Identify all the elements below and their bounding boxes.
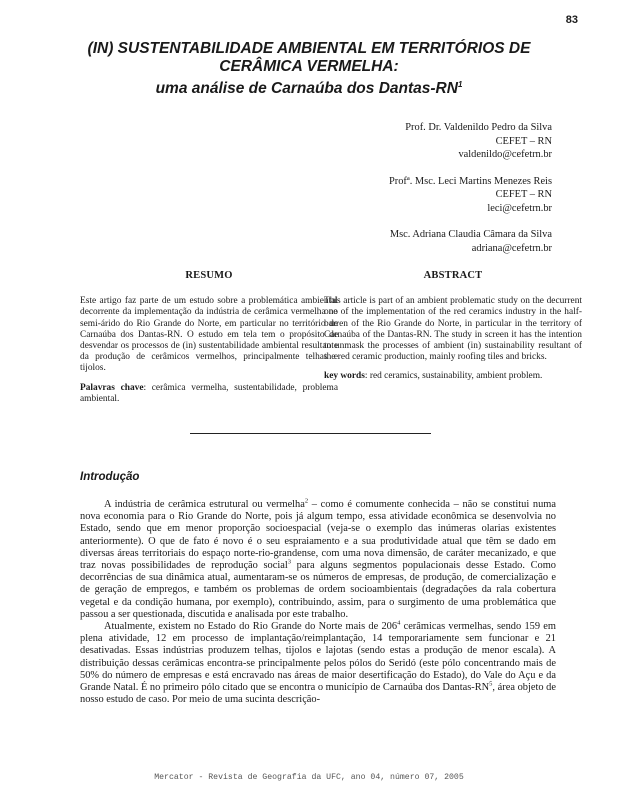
author-name: Profª. Msc. Leci Martins Menezes Reis (388, 175, 552, 187)
author-2 (389, 175, 552, 216)
abstract-column (324, 270, 582, 391)
text-run: , área objeto de nosso estudo de caso. Por meio de uma sucinta descrição- (80, 682, 556, 706)
abstract-keywords (324, 371, 582, 382)
title-footnote-mark: 1 (457, 80, 463, 89)
intro-heading: Introdução (80, 471, 140, 483)
resumo-text: Este artigo faz parte de um estudo sobre a problemática ambiental decorrente da implementação da indústria de cerâmica vermelha no semi-árido do Rio Grande do Norte, em particular no território de Carnaúba dos Dantas-RN. O estudo em tela tem o propósito de desvendar os processos de (in) sustentabilidade ambiental resultante da produção de cerâmicos vermelhos, principalmente telhas e tijolos. (80, 296, 338, 374)
abstract-keywords-label: key words (324, 371, 365, 382)
text-run: A indústria de cerâmica estrutural ou vermelha (104, 499, 305, 510)
page-number: 83 (565, 14, 578, 26)
author-email: valdenildo@cefetrn.br (458, 149, 552, 160)
intro-paragraph-2 (80, 621, 556, 706)
journal-footer: Mercator - Revista de Geografia da UFC, ano 04, número 07, 2005 (154, 773, 464, 782)
abstract-keywords-list: : red ceramics, sustainability, ambient problem. (364, 371, 543, 382)
resumo-keywords-list: : cerâmica vermelha, sustentabilidade, problema ambiental. (80, 382, 338, 404)
author-1 (389, 121, 552, 162)
footnote-ref: 3 (287, 558, 292, 566)
author-affiliation: CEFET – RN (495, 135, 552, 147)
title-line-1: (IN) SUSTENTABILIDADE AMBIENTAL EM TERRITÓRIOS DE (87, 40, 531, 57)
author-block (389, 121, 552, 268)
title-line-3: uma análise de Carnaúba dos Dantas-RN (155, 80, 458, 98)
abstract-heading: ABSTRACT (423, 270, 483, 281)
text-run: para alguns segmentos populacionais desse Estado. Como decorrências de sua dinâmica atual, aumentaram-se os números de empresas, de produção, de comercialização e de geração de empregos, e também os problemas de ordem socioambientais (degradações da rala cobertura vegetal e da condição humana, por exemplo), contribuindo, assim, para o surgimento de uma problemática que passou a ser questionada, discutida e analisada por este trabalho. (80, 560, 556, 620)
text-run: cerâmicas vermelhas, sendo 159 em plena atividade, 12 em processo de implantação/reimplantação, 14 temporariamente sem funcionar e 21 desativadas. Essas indústrias produzem telhas, tijolos e lajotas (sendo estas a produção de menor escala). A distribuição dessas cerâmicas encontra-se principalmente pelos pólos do Seridó (este pólo concentrando mais de 50% do número de empresas e está encravado nas áreas de maior desertificação do Estado), do Vale do Açu e da Grande Natal. É no primeiro pólo citado que se encontra o município de Carnaúba dos Dantas-RN (80, 621, 557, 694)
intro-body (80, 499, 556, 706)
resumo-column (80, 270, 338, 413)
footnote-ref: 5 (489, 680, 493, 688)
title-line-2: CERÂMICA VERMELHA: (219, 58, 399, 75)
resumo-heading: RESUMO (185, 270, 233, 281)
text-run: – como é comumente conhecida – não se constitui numa nova economia para o Rio Grande do Norte, pois já algum tempo, essa atividade econômica se desenvolvia no Estado, sendo que em menor proporção socioespacial (veja-se o exemplo das inúmeras olarias existentes anteriormente). O que de fato é novo é o seu espraiamento e a sua produtividade atual que têm se dado em diversas áreas territoriais do espaço norte-rio-grandense, com uma nova dimensão, de caráter mecanizado, e que traz novas possibilidades de reprodução social (80, 499, 556, 572)
resumo-keywords (80, 383, 338, 405)
author-3 (389, 228, 552, 255)
article-title (0, 40, 618, 98)
author-email: adriana@cefetrn.br (471, 242, 552, 254)
footnote-ref: 4 (397, 619, 401, 627)
author-name: Msc. Adriana Claudia Câmara da Silva (389, 229, 552, 240)
resumo-keywords-label: Palavras chave (80, 382, 144, 393)
abstract-text: This article is part of an ambient problematic study on the decurrent one of the implementation of the red ceramics industry in the half-barren of the Rio Grande do Norte, in particular in the territory of Carnaúba of the Dantas-RN. The study in screen it has the intention to unmask the processes of ambient (in) sustainability resultant of the red ceramic production, mainly roofing tiles and bricks. (324, 296, 582, 363)
text-run: Atualmente, existem no Estado do Rio Grande do Norte mais de 206 (104, 621, 398, 633)
footnote-ref: 2 (304, 497, 309, 505)
author-email: leci@cefetrn.br (487, 202, 552, 214)
section-divider (190, 433, 431, 434)
intro-paragraph-1 (80, 499, 556, 621)
author-name: Prof. Dr. Valdenildo Pedro da Silva (405, 122, 552, 133)
author-affiliation: CEFET – RN (495, 189, 552, 200)
